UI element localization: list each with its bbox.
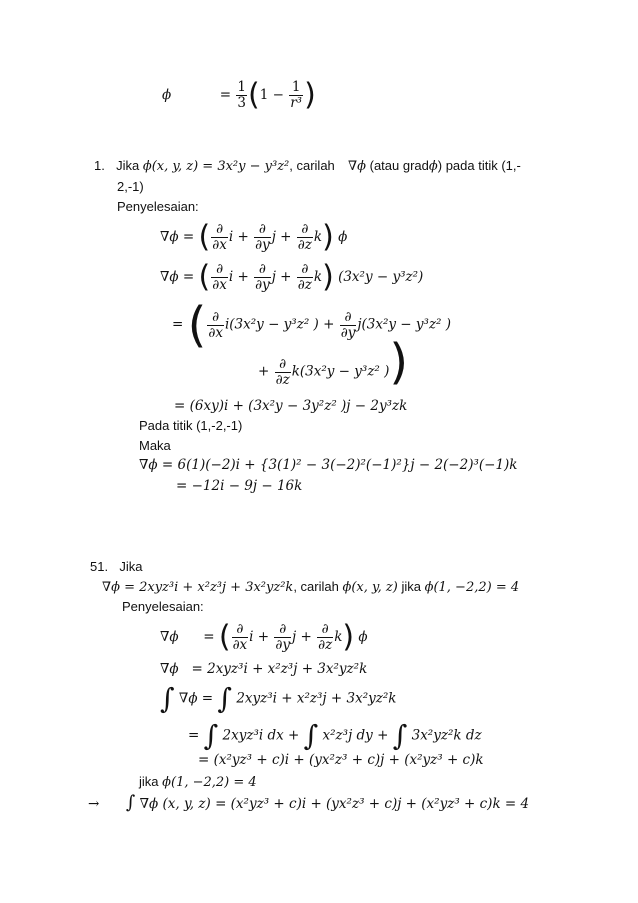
- lhs: ∇ϕ =: [178, 690, 214, 707]
- problem-51-statement: [90, 559, 142, 575]
- equals-sign: =: [188, 727, 200, 744]
- top-formula: [162, 77, 316, 113]
- problem-1-statement: [94, 158, 521, 175]
- function-expression: (3x²y − y³z²): [338, 269, 424, 285]
- p51-step-5: = (x²yz³ + c)i + (yx²z³ + c)j + (x²yz³ + c)k: [198, 752, 484, 768]
- integrand-i: 2xyz³i dx +: [222, 727, 300, 744]
- integrand: 2xyz³i + x²z³j + 3x²yz²k: [236, 690, 397, 707]
- final-expression: ∇ϕ (x, y, z) = (x²yz³ + c)i + (yx²z³ + c)j + (x²yz³ + c)k = 4: [139, 796, 530, 812]
- p1-step-4: = (6xy)i + (3x²y − 3y²z² )j − 2y³zk: [174, 398, 408, 414]
- problem-51-number: 51.: [90, 559, 109, 574]
- integrand-k: 3x²yz²k dz: [411, 727, 482, 744]
- paren-left: (: [218, 619, 231, 655]
- p1-step-3-row-1: [172, 297, 452, 353]
- p1-step-2: [160, 259, 424, 295]
- paren-right: ): [322, 259, 334, 295]
- big-paren-right: ): [389, 334, 409, 390]
- problem-1-statement-cont: 2,-1): [117, 179, 144, 194]
- phi-symbol: ϕ: [428, 159, 438, 174]
- paren-right: ): [342, 619, 355, 655]
- term-k-expr: k(3x²y − y³z² ): [291, 363, 390, 380]
- p1-maka: Maka: [139, 438, 171, 453]
- fraction-one-over-r3: $\frac{1}{\text{r³}}$: [290, 79, 303, 111]
- equals-sign: =: [203, 629, 215, 645]
- text: jika: [401, 579, 421, 594]
- term-i: i +: [228, 269, 249, 285]
- integral-sign: ∫: [203, 719, 219, 752]
- p51-step-2: ∇ϕ = 2xyz³i + x²z³j + 3x²yz²k: [160, 661, 368, 677]
- phi-symbol: ϕ: [358, 629, 368, 645]
- one-minus: 1 −: [259, 87, 284, 103]
- text: , carilah: [293, 579, 339, 594]
- partial-dy: $\frac{\partial}{\partial y}$: [275, 621, 290, 653]
- paren-left: (: [248, 77, 260, 113]
- lhs: ∇ϕ =: [160, 269, 195, 285]
- paren-right: ): [322, 219, 334, 255]
- p51-step-6: [139, 774, 257, 791]
- p1-result: = −12i − 9j − 16k: [176, 478, 303, 494]
- p51-step-4: [188, 719, 482, 752]
- problem-51-solution-label: Penyelesaian:: [122, 599, 204, 614]
- partial-dz: $\frac{\partial}{\partial z}$: [318, 621, 333, 653]
- text: ) pada titik (1,-: [437, 158, 521, 173]
- lhs: ∇ϕ: [160, 629, 179, 645]
- lhs: ∇ϕ =: [160, 229, 195, 245]
- integral-sign: ∫: [217, 682, 233, 715]
- integral-sign: ∫: [303, 719, 319, 752]
- problem-51-statement-cont: [102, 579, 519, 596]
- term-j-expr: j(3x²y − y³z² ): [357, 316, 452, 333]
- p1-step-1: [160, 219, 348, 255]
- text: (atau grad: [369, 158, 429, 173]
- p1-substitution: ∇ϕ = 6(1)(−2)i + {3(1)² − 3(−2)²(−1)²}j − 2(−2)³(−1)k: [139, 457, 518, 473]
- term-k: k: [334, 629, 343, 645]
- condition: ϕ(1, −2,2) = 4: [424, 580, 520, 595]
- partial-dx: $\frac{\partial}{\partial x}$: [208, 308, 223, 341]
- partial-dz: $\frac{\partial}{\partial z}$: [275, 355, 290, 388]
- text: , carilah: [289, 158, 335, 173]
- p51-step-3: [160, 682, 397, 715]
- p1-point-label: Pada titik (1,-2,-1): [139, 418, 243, 433]
- text: jika: [139, 774, 159, 789]
- equals-sign: =: [219, 87, 232, 103]
- partial-dz: $\frac{\partial}{\partial z}$: [297, 221, 312, 253]
- partial-dx: $\frac{\partial}{\partial x}$: [232, 621, 248, 653]
- grad-symbol: ∇ϕ: [348, 159, 366, 174]
- integral-sign: ∫: [392, 719, 408, 752]
- term-k: k: [313, 229, 323, 245]
- partial-dx: $\frac{\partial}{\partial x}$: [212, 221, 227, 253]
- p1-step-3-row-2: + $\frac{\partial}{\partial z}$ k(3x²y − y³z² )): [258, 334, 409, 390]
- paren-left: (: [198, 259, 211, 295]
- partial-dx: $\frac{\partial}{\partial x}$: [212, 261, 227, 293]
- partial-dz: $\frac{\partial}{\partial z}$: [297, 261, 312, 293]
- partial-dy: $\frac{\partial}{\partial y}$: [255, 221, 270, 253]
- integral-sign: ∫: [160, 682, 175, 715]
- problem-1-number: 1.: [94, 158, 105, 173]
- problem-1-solution-label: Penyelesaian:: [117, 199, 199, 214]
- given-gradient: ∇ϕ = 2xyz³i + x²z³j + 3x²yz²k: [102, 580, 294, 595]
- text: Jika: [116, 158, 140, 173]
- term-j: j +: [271, 269, 292, 285]
- condition: ϕ(1, −2,2) = 4: [162, 775, 257, 790]
- term-i-expr: i(3x²y − y³z² ) +: [224, 316, 335, 333]
- equals-sign: =: [172, 316, 184, 333]
- fraction-one-third: $\frac{1}{3}$: [237, 79, 246, 111]
- partial-dy: $\frac{\partial}{\partial y}$: [340, 308, 356, 341]
- p51-step-1: [160, 619, 368, 655]
- big-paren-left: (: [187, 297, 207, 353]
- integrand-j: x²z³j dy +: [322, 727, 389, 744]
- term-i: i +: [228, 229, 249, 245]
- function-expression: ϕ(x, y, z) = 3x²y − y³z²: [142, 159, 290, 174]
- text: Jika: [119, 559, 143, 574]
- term-i: i +: [249, 629, 270, 645]
- arrow-right-icon: →: [88, 796, 100, 812]
- paren-left: (: [198, 219, 211, 255]
- phi-symbol: ϕ: [162, 87, 172, 103]
- term-k: k: [313, 269, 323, 285]
- term-j: j +: [292, 629, 312, 645]
- integral-sign: ∫: [125, 792, 136, 813]
- partial-dy: $\frac{\partial}{\partial y}$: [255, 261, 270, 293]
- paren-right: ): [304, 77, 316, 113]
- function-expression: ϕ(x, y, z): [342, 580, 398, 595]
- phi-symbol: ϕ: [338, 229, 348, 245]
- term-j: j +: [271, 229, 292, 245]
- p51-step-7: [88, 792, 530, 813]
